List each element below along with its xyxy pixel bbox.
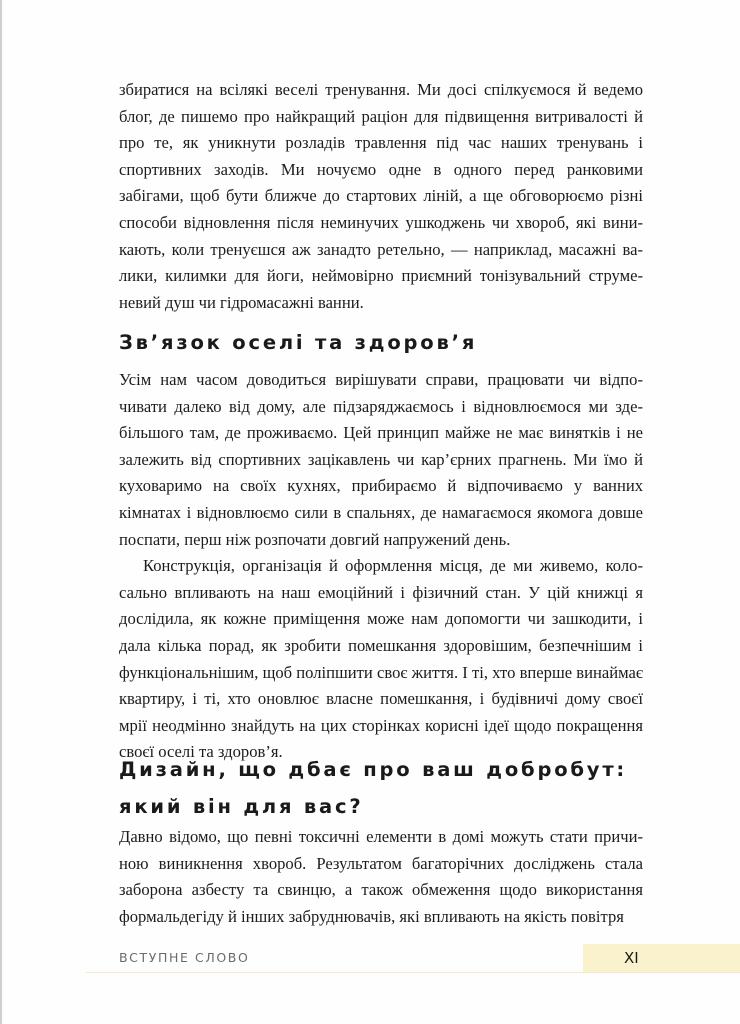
section-2-body	[119, 824, 643, 930]
section-1-paragraph-1: Усім нам часом доводиться вирішувати справи, працювати чи відпочивати далеко від дому, але підзаряджаємось і відновлюємося ми здебільшого там, де проживаємо. Цей принцип майже не має винятків і не залежить від спортивних зацікавлень чи кар’єрних прагнень. Ми їмо й куховаримо на своїх кухнях, прибираємо й відпочиваємо у ванних кімнатах і відновлюємо сили в спальнях, де намагаємося якомога довше поспати, перш ніж розпочати довгий напружений день.	[119, 370, 643, 549]
page-text-area	[119, 77, 643, 926]
section-heading-home-health: Зв’язок оселі та здоров’я	[119, 331, 478, 354]
intro-paragraph: збиратися на всілякі веселі тренування. Ми досі спілкуємося й ведемо блог, де пишемо про найкращий раціон для підвищення витривалості й про те, як уникнути розладів травлення під час наших тренувань і спортивних заходів. Ми ночуємо одне в одного перед ранковими забігами, щоб бути ближче до стартових ліній, а ще обговорюємо різні способи відновлення після неминучих ушкоджень чи хвороб, які виникають, коли тренуєшся аж занадто ретельно, — наприклад, масажні валики, килимки для йоги, неймовірно приємний тонізувальний струменевий душ чи гідромасажні ванни.	[119, 80, 643, 312]
section-1-paragraph-2: Конструкція, організація й оформлення місця, де ми живемо, колосально впливають на наш емоційний і фізичний стан. У цій книжці я дослідила, як кожне приміщення може нам допомогти чи зашкодити, і дала кілька порад, як зробити помешкання здоровішим, безпечнішим і функціональнішим, щоб поліпшити своє життя. І ті, хто вперше винаймає квартиру, і ті, хто оновлює власне помешкання, і будівничі дому своєї мрії неодмінно знайдуть на цих сторінках корисні ідеї щодо покращення своєї оселі та здоров’я.	[119, 556, 643, 762]
page-number-highlight	[583, 944, 740, 972]
running-head: ВСТУПНЕ СЛОВО	[119, 950, 250, 965]
section-heading-line-2: який він для вас?	[119, 795, 364, 818]
page-edge-rule	[0, 0, 2, 1024]
section-heading-wellbeing-design	[119, 751, 627, 825]
section-2-paragraph: Давно відомо, що певні токсичні елементи в домі можуть стати причиною виникнення хвороб. Результатом багаторічних досліджень стала заборона азбесту та свинцю, а також обмеження щодо використання формальдегіду й інших забруднювачів, які впливають на якість повітря	[119, 827, 643, 926]
page-number: XI	[624, 949, 639, 967]
footer-rule	[86, 972, 740, 973]
section-1-body	[119, 367, 643, 766]
section-heading-line-1: Дизайн, що дбає про ваш добробут:	[119, 758, 628, 781]
